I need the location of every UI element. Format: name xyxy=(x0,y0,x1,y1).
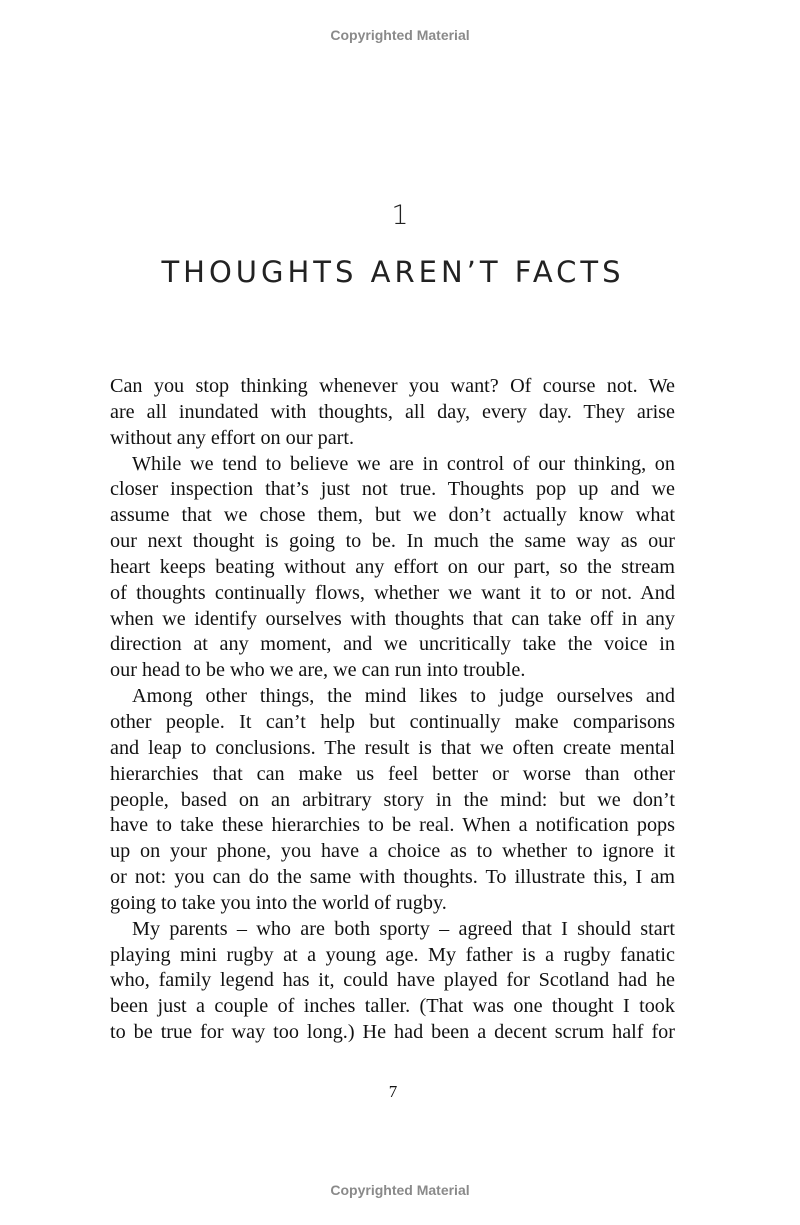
paragraph xyxy=(110,452,675,685)
text-line: have to take these hierarchies to be real. When a notification pops xyxy=(110,814,675,837)
text-line: are all inundated with thoughts, all day, every day. They arise xyxy=(110,400,675,423)
text-line: assume that we chose them, but we don’t actually know what xyxy=(110,504,675,527)
text-line: and leap to conclusions. The result is that we often create mental xyxy=(110,736,675,759)
text-line: other people. It can’t help but continually make comparisons xyxy=(110,710,675,733)
text-line: or not: you can do the same with thoughts. To illustrate this, I am xyxy=(110,866,675,889)
text-line: heart keeps beating without any effort on our part, so the stream xyxy=(110,555,675,578)
text-line: closer inspection that’s just not true. Thoughts pop up and we xyxy=(110,478,675,501)
body-text xyxy=(110,374,675,1046)
paragraph xyxy=(110,374,675,452)
copyright-watermark-top: Copyrighted Material xyxy=(330,27,470,43)
text-line: Can you stop thinking whenever you want? Of course not. We xyxy=(110,375,675,397)
text-line: up on your phone, you have a choice as to whether to ignore it xyxy=(110,840,675,863)
text-line: our next thought is going to be. In much the same way as our xyxy=(110,530,675,553)
text-line: without any effort on our part. xyxy=(110,426,355,449)
text-line: when we identify ourselves with thoughts that can take off in any xyxy=(110,607,675,630)
paragraph xyxy=(110,684,675,917)
chapter-number: 1 xyxy=(391,200,409,231)
chapter-title: THOUGHTS AREN’T FACTS xyxy=(161,255,625,289)
text-line: of thoughts continually flows, whether we want it to or not. And xyxy=(110,581,675,604)
text-line: to be true for way too long.) He had been a decent scrum half for xyxy=(110,1021,675,1044)
page-number: 7 xyxy=(388,1082,398,1101)
text-line: who, family legend has it, could have played for Scotland had he xyxy=(110,969,675,992)
text-line: going to take you into the world of rugby. xyxy=(110,891,447,914)
text-line: hierarchies that can make us feel better or worse than other xyxy=(110,762,675,785)
text-line: playing mini rugby at a young age. My father is a rugby fanatic xyxy=(110,943,675,966)
text-line: Among other things, the mind likes to judge ourselves and xyxy=(132,685,675,708)
copyright-watermark-bottom: Copyrighted Material xyxy=(330,1182,470,1198)
text-line: My parents – who are both sporty – agreed that I should start xyxy=(132,917,675,940)
text-line: our head to be who we are, we can run into trouble. xyxy=(110,659,526,682)
text-line: people, based on an arbitrary story in the mind: but we don’t xyxy=(110,788,675,811)
text-line: direction at any moment, and we uncritically take the voice in xyxy=(110,633,675,656)
paragraph xyxy=(110,917,675,1046)
text-line: been just a couple of inches taller. (That was one thought I took xyxy=(110,995,675,1018)
text-line: While we tend to believe we are in control of our thinking, on xyxy=(132,452,675,475)
